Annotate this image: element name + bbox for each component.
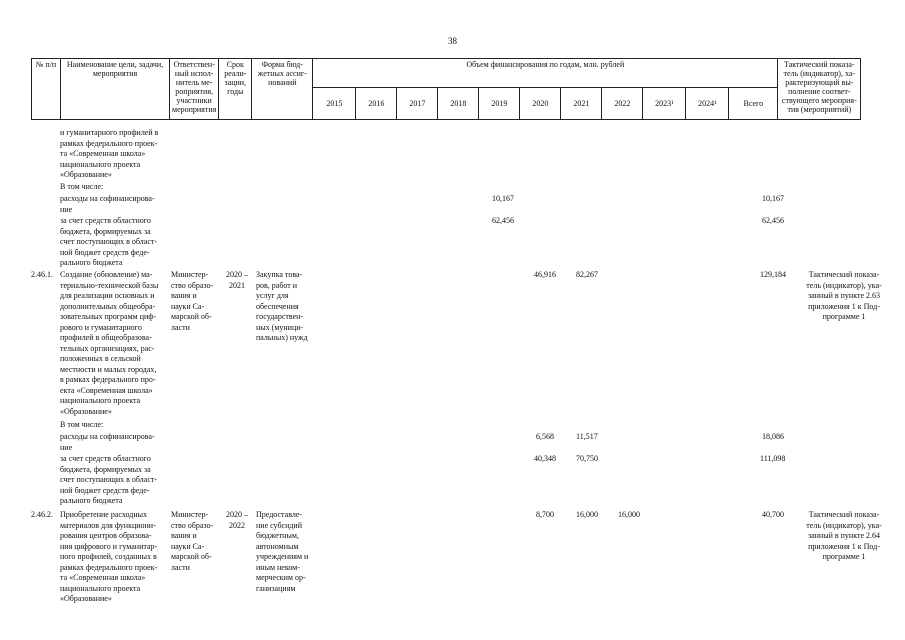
header-year: 2015 xyxy=(313,88,356,120)
row-subtitle: В том числе: xyxy=(60,182,104,191)
row-number: 2.46.1. xyxy=(31,270,53,279)
header-year: 2021 xyxy=(561,88,602,120)
cell-value: 46,916 xyxy=(534,270,556,279)
header-col-finance: Объем финансирования по годам, млн. рублей xyxy=(313,59,778,88)
cell-value: 16,000 xyxy=(576,510,598,519)
cell-total: 18,086 xyxy=(762,432,784,441)
row-name: Приобретение расходных материалов для функциони- рования центров образова- ния цифрового и гуманитар- ного профилей, созданных в рамках федерального проек- та «Современная школа» национального проекта «Образование» xyxy=(60,510,158,603)
cell-value: 8,700 xyxy=(536,510,554,519)
header-year: 2016 xyxy=(356,88,397,120)
cell-total: 62,456 xyxy=(762,216,784,225)
cell-value: 62,456 xyxy=(492,216,514,225)
row-responsible: Министер- ство образо- вания и науки Са- марской об- ласти xyxy=(171,270,214,332)
header-col-indicator: Тактический показа- тель (индикатор), ха- рактеризующий вы- полнение соответ- ствующего мероприя- тия (мероприятий) xyxy=(778,59,861,120)
header-col-form: Форма бюд- жетных ассиг- нований xyxy=(252,59,313,120)
header-year: 2022 xyxy=(602,88,643,120)
header-total: Всего xyxy=(729,88,778,120)
cell-value: 82,267 xyxy=(576,270,598,279)
page-number: 38 xyxy=(448,36,457,46)
cell-total: 111,098 xyxy=(760,454,786,463)
row-name: расходы на софинансирова- ние xyxy=(60,432,155,452)
header-col-name: Наименование цели, задачи, мероприятия xyxy=(61,59,170,120)
cell-total: 40,700 xyxy=(762,510,784,519)
row-name: за счет средств областного бюджета, формируемых за счет поступающих в област- ной бюджет средств феде- рального бюджета xyxy=(60,454,158,505)
header-year: 2020 xyxy=(520,88,561,120)
header-year: 2018 xyxy=(438,88,479,120)
header-col-term: Срок реали- зации, годы xyxy=(219,59,252,120)
header-year: 2024¹ xyxy=(686,88,729,120)
cell-value: 16,000 xyxy=(618,510,640,519)
cell-value: 11,517 xyxy=(576,432,598,441)
header-year: 2019 xyxy=(479,88,520,120)
row-form: Закупка това- ров, работ и услуг для обеспечения государствен- ных (муници- пальных) нужд xyxy=(256,270,308,342)
cell-value: 10,167 xyxy=(492,194,514,203)
row-number: 2.46.2. xyxy=(31,510,53,519)
cell-total: 129,184 xyxy=(760,270,786,279)
row-name: за счет средств областного бюджета, формируемых за счет поступающих в област- ной бюджет средств феде- рального бюджета xyxy=(60,216,158,267)
cell-total: 10,167 xyxy=(762,194,784,203)
cell-value: 6,568 xyxy=(536,432,554,441)
row-indicator: Тактический показа- тель (индикатор), ука- занный в пункте 2.63 приложения 1 к Под- программе 1 xyxy=(806,270,882,321)
cell-value: 40,348 xyxy=(534,454,556,463)
header-col-no: № п/п xyxy=(32,59,61,120)
header-col-responsible: Ответствен- ный испол- нитель ме- роприятия, участники мероприятия xyxy=(170,59,219,120)
cell-value: 70,750 xyxy=(576,454,598,463)
row-term: 2020 – 2021 xyxy=(226,270,248,290)
row-name: расходы на софинансирова- ние xyxy=(60,194,155,214)
row-term: 2020 – 2022 xyxy=(226,510,248,530)
row-responsible: Министер- ство образо- вания и науки Са- марской об- ласти xyxy=(171,510,214,572)
row-form: Предоставле- ние субсидий бюджетным, автономным учреждениям и иным неком- мерческим ор- ганизациям xyxy=(256,510,309,593)
header-year: 2023¹ xyxy=(643,88,686,120)
row-name: Создание (обновление) ма- териально-технической базы для реализации основных и дополнительных общеобра- зовательных программ циф- рового и гуманитарного профилей в общеобразова- тельных организациях, рас- положенных в сельской местности и малых городах, в рамках федерального про- екта «Современная школа» национального проекта «Образование» xyxy=(60,270,159,416)
row-name: и гуманитарного профилей в рамках федерального проек- та «Современная школа» национального проекта «Образование» xyxy=(60,128,159,179)
row-indicator: Тактический показа- тель (индикатор), ука- занный в пункте 2.64 приложения 1 к Под- программе 1 xyxy=(806,510,882,561)
header-year: 2017 xyxy=(397,88,438,120)
row-subtitle: В том числе: xyxy=(60,420,104,429)
